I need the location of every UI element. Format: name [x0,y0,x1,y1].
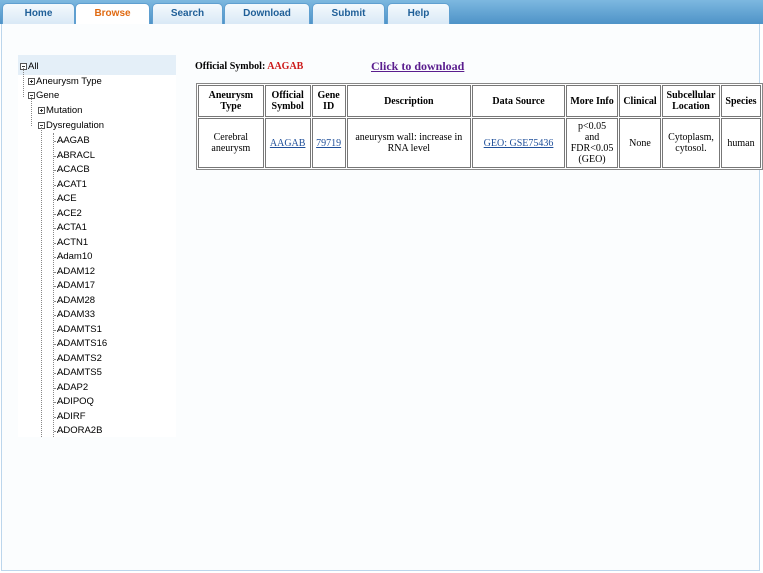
tree-leaf-gene[interactable]: ADAMTS16 [57,338,108,349]
tree-node-label: Aneurysm Type [36,76,102,87]
tree-guide-line [31,97,32,126]
gene-id-link[interactable]: 79719 [316,137,342,149]
official-symbol-line [195,61,303,72]
cell-description: aneurysm wall: increase in RNA level [347,118,471,168]
header-clinical: Clinical [619,85,661,117]
tree-leaf-gene[interactable]: ADAM33 [57,309,96,320]
header-official-symbol: Official Symbol [265,85,311,117]
cell-species: human [721,118,761,168]
official-symbol-label: Official Symbol: [195,61,266,72]
cell-official-symbol [265,118,311,168]
cell-more-info: p<0.05 and FDR<0.05 (GEO) [566,118,618,168]
tree-leaf-gene[interactable]: ACE2 [57,207,82,219]
tree-leaf-gene[interactable]: ADAMTS2 [57,352,102,364]
tree-leaf-gene[interactable]: AAGAB [57,135,90,146]
tree-leaf-gene[interactable]: ACE [57,193,77,204]
tree-leaf-gene[interactable]: ADIRF [57,410,86,422]
tree-leaf-gene[interactable]: ADAP2 [57,381,89,393]
tree-node-label: All [28,61,39,72]
expand-icon[interactable] [38,107,45,114]
tab-browse[interactable]: Browse [75,3,150,25]
tree-leaf-gene[interactable]: ACTA1 [57,222,87,233]
tree-leaf-gene[interactable]: ADAM17 [57,280,96,291]
tree-node-label: Mutation [46,105,83,116]
header-description: Description [347,85,471,117]
download-link[interactable]: Click to download [371,59,465,73]
header-species: Species [721,85,761,117]
header-gene-id: Gene ID [312,85,346,117]
tree-leaf-gene[interactable]: ADAM12 [57,265,96,277]
tab-home[interactable]: Home [2,3,75,24]
tab-submit[interactable]: Submit [312,3,385,24]
tree-guide-line [41,127,42,437]
tree-leaf-gene[interactable]: ADORA2B [57,425,103,436]
tab-search[interactable]: Search [152,3,223,24]
header-data-source: Data Source [472,85,565,117]
tab-help[interactable]: Help [387,3,450,24]
header-subcellular-location: Subcellular Location [662,85,720,117]
tree-node-label: Dysregulation [46,120,105,131]
tree-leaf-gene[interactable]: ADAM28 [57,294,96,306]
tree-leaf-gene[interactable]: ADAMTS5 [57,367,102,378]
tree-leaf-gene[interactable]: ADIPOQ [57,396,94,407]
cell-data-source [472,118,565,168]
tree-leaf-gene[interactable]: Adam10 [57,251,93,262]
tree-leaf-gene[interactable]: ABRACL [57,149,96,161]
tree-guide-line [53,133,54,437]
header-aneurysm-type: Aneurysm Type [198,85,264,117]
expand-icon[interactable] [28,78,35,85]
tree-leaf-gene[interactable]: ACAT1 [57,178,87,190]
tree-leaf-gene[interactable]: ADAMTS1 [57,323,102,335]
browse-tree[interactable] [18,55,176,437]
header-more-info: More Info [566,85,618,117]
table-header-row [198,85,761,117]
data-source-link[interactable]: GEO: GSE75436 [483,137,554,149]
tree-guide-line [23,68,24,97]
table-row [198,118,761,168]
cell-subcellular-location: Cytoplasm, cytosol. [662,118,720,168]
official-symbol-value: AAGAB [267,61,304,72]
tree-root-highlight [18,55,176,75]
top-navigation [0,0,763,24]
tree-leaf-gene[interactable]: ACTN1 [57,236,89,248]
cell-aneurysm-type: Cerebral aneurysm [198,118,264,168]
tree-node-mutation[interactable] [38,104,82,118]
tab-download[interactable]: Download [224,3,310,24]
official-symbol-link[interactable]: AAGAB [269,137,306,149]
tree-node-label: Gene [36,90,60,101]
tree-node-gene[interactable] [28,89,59,103]
tree-leaf-gene[interactable]: ACACB [57,164,90,175]
cell-clinical: None [619,118,661,168]
cell-gene-id [312,118,346,168]
tree-node-aneurysm-type[interactable] [28,75,102,89]
result-table [196,83,763,170]
tree-node-dysregulation[interactable] [38,119,104,133]
